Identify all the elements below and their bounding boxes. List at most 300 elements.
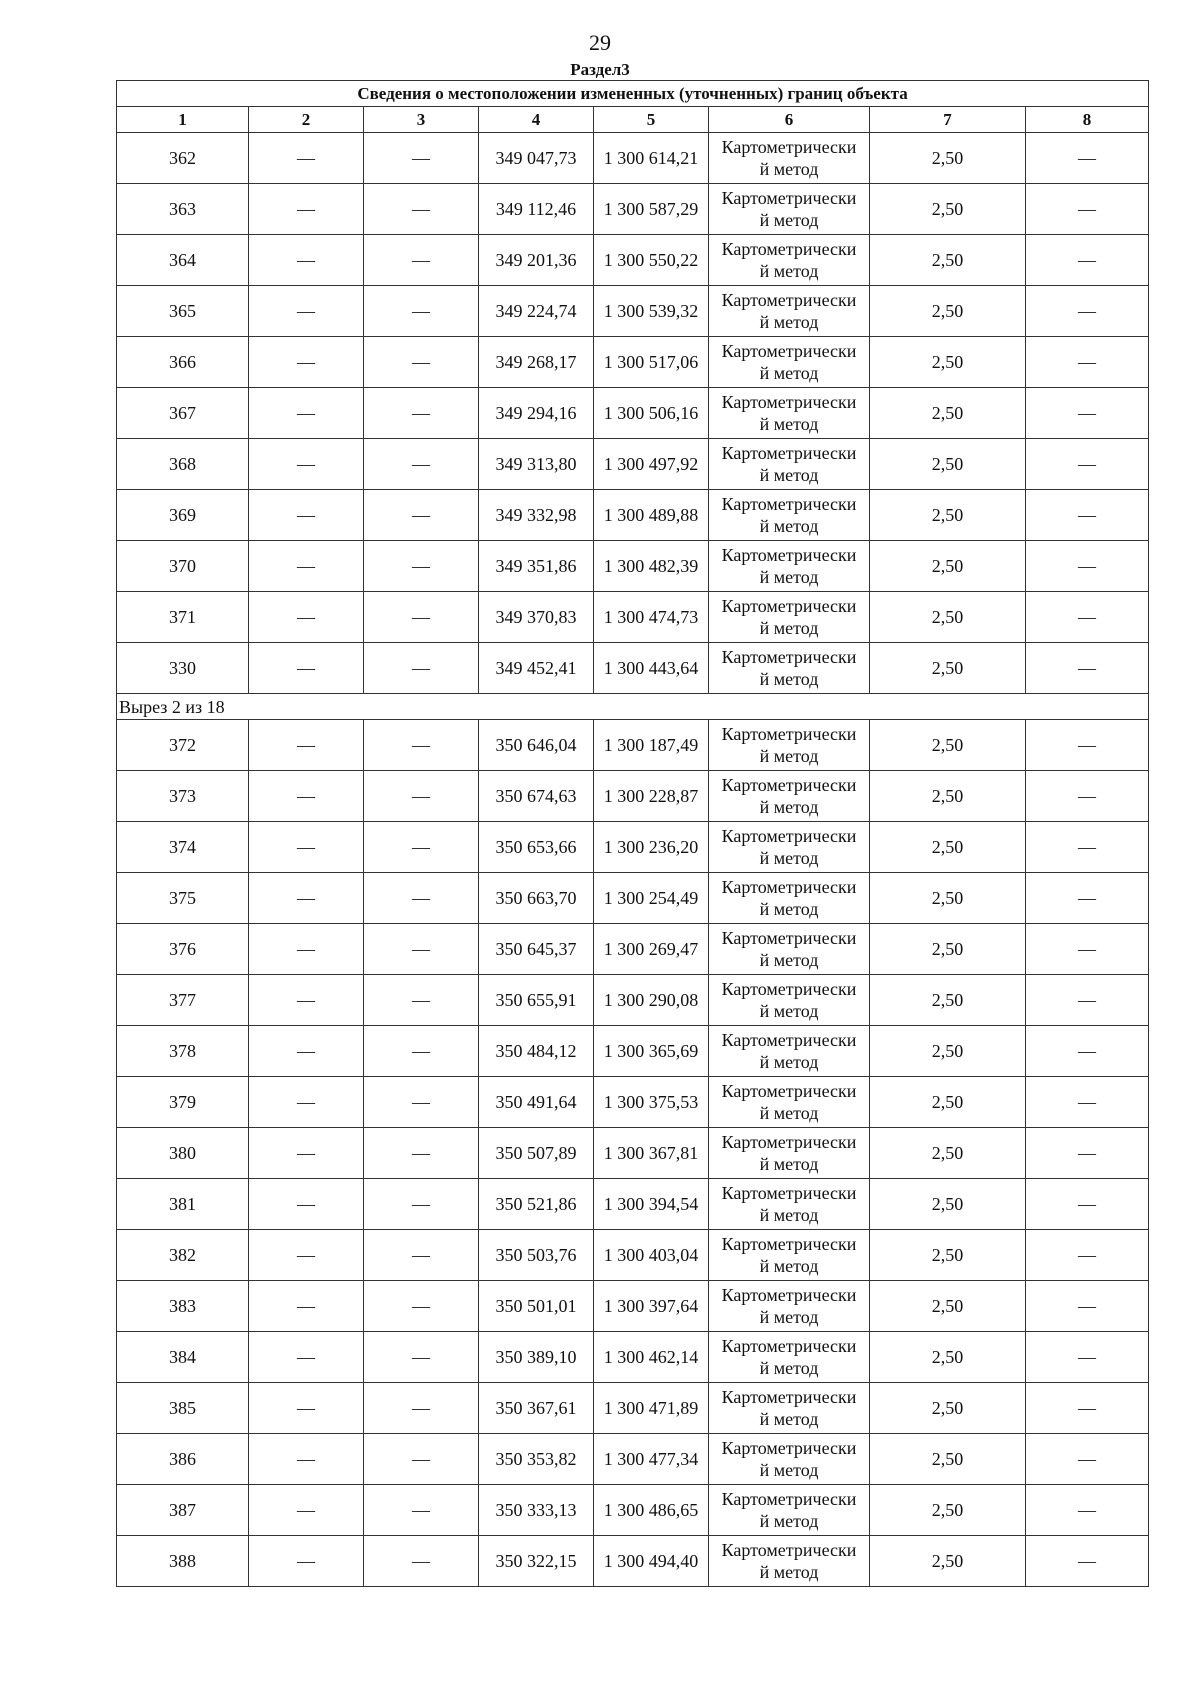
empty-dash: — bbox=[249, 490, 364, 541]
empty-dash: — bbox=[364, 1281, 479, 1332]
empty-dash: — bbox=[249, 1128, 364, 1179]
accuracy: 2,50 bbox=[870, 975, 1026, 1026]
empty-dash: — bbox=[364, 975, 479, 1026]
accuracy: 2,50 bbox=[870, 720, 1026, 771]
accuracy: 2,50 bbox=[870, 490, 1026, 541]
empty-dash: — bbox=[364, 1383, 479, 1434]
point-number: 385 bbox=[117, 1383, 249, 1434]
table-row bbox=[117, 975, 1149, 1026]
empty-dash: — bbox=[249, 643, 364, 694]
accuracy: 2,50 bbox=[870, 822, 1026, 873]
method-line-1: Картометрически bbox=[721, 494, 857, 514]
method-cell bbox=[709, 184, 870, 235]
empty-dash: — bbox=[1026, 873, 1149, 924]
empty-dash: — bbox=[249, 771, 364, 822]
method-line-2: й метод bbox=[759, 746, 819, 766]
method-line-1: Картометрически bbox=[721, 1336, 857, 1356]
accuracy: 2,50 bbox=[870, 1383, 1026, 1434]
empty-dash: — bbox=[249, 388, 364, 439]
method-cell bbox=[709, 1230, 870, 1281]
coord-x: 350 367,61 bbox=[479, 1383, 594, 1434]
empty-dash: — bbox=[249, 1485, 364, 1536]
coord-y: 1 300 254,49 bbox=[594, 873, 709, 924]
empty-dash: — bbox=[364, 771, 479, 822]
method-line-1: Картометрически bbox=[721, 443, 857, 463]
table-row bbox=[117, 337, 1149, 388]
accuracy: 2,50 bbox=[870, 592, 1026, 643]
method-cell bbox=[709, 822, 870, 873]
accuracy: 2,50 bbox=[870, 439, 1026, 490]
point-number: 367 bbox=[117, 388, 249, 439]
method-cell bbox=[709, 235, 870, 286]
point-number: 373 bbox=[117, 771, 249, 822]
coord-x: 350 521,86 bbox=[479, 1179, 594, 1230]
empty-dash: — bbox=[1026, 1383, 1149, 1434]
coord-y: 1 300 290,08 bbox=[594, 975, 709, 1026]
method-cell bbox=[709, 924, 870, 975]
accuracy: 2,50 bbox=[870, 1434, 1026, 1485]
empty-dash: — bbox=[1026, 1485, 1149, 1536]
method-line-2: й метод bbox=[759, 848, 819, 868]
empty-dash: — bbox=[364, 541, 479, 592]
table-row bbox=[117, 1485, 1149, 1536]
empty-dash: — bbox=[364, 1536, 479, 1587]
method-line-1: Картометрически bbox=[721, 1285, 857, 1305]
point-number: 387 bbox=[117, 1485, 249, 1536]
method-line-2: й метод bbox=[759, 1256, 819, 1276]
coord-x: 349 370,83 bbox=[479, 592, 594, 643]
coord-x: 349 268,17 bbox=[479, 337, 594, 388]
empty-dash: — bbox=[249, 235, 364, 286]
empty-dash: — bbox=[249, 541, 364, 592]
point-number: 364 bbox=[117, 235, 249, 286]
method-cell bbox=[709, 1485, 870, 1536]
table-row bbox=[117, 643, 1149, 694]
table-row bbox=[117, 439, 1149, 490]
coord-y: 1 300 614,21 bbox=[594, 133, 709, 184]
method-line-2: й метод bbox=[759, 618, 819, 638]
coord-x: 350 389,10 bbox=[479, 1332, 594, 1383]
empty-dash: — bbox=[1026, 337, 1149, 388]
accuracy: 2,50 bbox=[870, 184, 1026, 235]
table-row bbox=[117, 592, 1149, 643]
empty-dash: — bbox=[249, 1434, 364, 1485]
point-number: 382 bbox=[117, 1230, 249, 1281]
empty-dash: — bbox=[249, 184, 364, 235]
table-row bbox=[117, 1077, 1149, 1128]
method-cell bbox=[709, 873, 870, 924]
method-line-2: й метод bbox=[759, 1205, 819, 1225]
coord-y: 1 300 443,64 bbox=[594, 643, 709, 694]
point-number: 377 bbox=[117, 975, 249, 1026]
point-number: 379 bbox=[117, 1077, 249, 1128]
table-row bbox=[117, 873, 1149, 924]
column-header: 8 bbox=[1026, 107, 1149, 133]
method-line-2: й метод bbox=[759, 1103, 819, 1123]
accuracy: 2,50 bbox=[870, 643, 1026, 694]
empty-dash: — bbox=[1026, 822, 1149, 873]
accuracy: 2,50 bbox=[870, 1128, 1026, 1179]
column-header: 6 bbox=[709, 107, 870, 133]
empty-dash: — bbox=[1026, 1230, 1149, 1281]
method-cell bbox=[709, 133, 870, 184]
method-line-1: Картометрически bbox=[721, 188, 857, 208]
empty-dash: — bbox=[1026, 286, 1149, 337]
empty-dash: — bbox=[1026, 1332, 1149, 1383]
empty-dash: — bbox=[364, 1026, 479, 1077]
method-line-2: й метод bbox=[759, 1358, 819, 1378]
accuracy: 2,50 bbox=[870, 286, 1026, 337]
accuracy: 2,50 bbox=[870, 1485, 1026, 1536]
empty-dash: — bbox=[249, 1230, 364, 1281]
coord-y: 1 300 375,53 bbox=[594, 1077, 709, 1128]
table-row bbox=[117, 133, 1149, 184]
method-line-2: й метод bbox=[759, 669, 819, 689]
empty-dash: — bbox=[249, 1383, 364, 1434]
coord-y: 1 300 187,49 bbox=[594, 720, 709, 771]
table-body bbox=[117, 81, 1149, 1587]
table-row bbox=[117, 1332, 1149, 1383]
method-line-1: Картометрически bbox=[721, 137, 857, 157]
empty-dash: — bbox=[364, 1230, 479, 1281]
coord-y: 1 300 228,87 bbox=[594, 771, 709, 822]
column-header: 5 bbox=[594, 107, 709, 133]
empty-dash: — bbox=[364, 1332, 479, 1383]
empty-dash: — bbox=[1026, 235, 1149, 286]
empty-dash: — bbox=[1026, 1128, 1149, 1179]
empty-dash: — bbox=[1026, 1281, 1149, 1332]
method-cell bbox=[709, 490, 870, 541]
table-row bbox=[117, 1434, 1149, 1485]
empty-dash: — bbox=[249, 286, 364, 337]
accuracy: 2,50 bbox=[870, 235, 1026, 286]
empty-dash: — bbox=[364, 133, 479, 184]
method-line-1: Картометрически bbox=[721, 1540, 857, 1560]
table-row bbox=[117, 1128, 1149, 1179]
table-row bbox=[117, 771, 1149, 822]
empty-dash: — bbox=[249, 337, 364, 388]
empty-dash: — bbox=[364, 1434, 479, 1485]
accuracy: 2,50 bbox=[870, 388, 1026, 439]
section-label-row bbox=[117, 694, 1149, 720]
method-line-2: й метод bbox=[759, 797, 819, 817]
table-row bbox=[117, 1230, 1149, 1281]
column-header: 7 bbox=[870, 107, 1026, 133]
method-line-2: й метод bbox=[759, 899, 819, 919]
method-cell bbox=[709, 286, 870, 337]
coord-x: 350 646,04 bbox=[479, 720, 594, 771]
method-line-2: й метод bbox=[759, 950, 819, 970]
empty-dash: — bbox=[364, 1485, 479, 1536]
accuracy: 2,50 bbox=[870, 924, 1026, 975]
method-line-2: й метод bbox=[759, 210, 819, 230]
method-cell bbox=[709, 1026, 870, 1077]
coord-y: 1 300 477,34 bbox=[594, 1434, 709, 1485]
table-row bbox=[117, 235, 1149, 286]
method-line-1: Картометрически bbox=[721, 239, 857, 259]
method-cell bbox=[709, 388, 870, 439]
empty-dash: — bbox=[1026, 643, 1149, 694]
coord-x: 350 653,66 bbox=[479, 822, 594, 873]
method-line-1: Картометрически bbox=[721, 1234, 857, 1254]
coord-x: 350 333,13 bbox=[479, 1485, 594, 1536]
method-line-1: Картометрически bbox=[721, 1489, 857, 1509]
method-line-2: й метод bbox=[759, 159, 819, 179]
method-line-2: й метод bbox=[759, 414, 819, 434]
coord-x: 350 674,63 bbox=[479, 771, 594, 822]
point-number: 366 bbox=[117, 337, 249, 388]
accuracy: 2,50 bbox=[870, 133, 1026, 184]
coord-x: 350 491,64 bbox=[479, 1077, 594, 1128]
coord-y: 1 300 482,39 bbox=[594, 541, 709, 592]
accuracy: 2,50 bbox=[870, 541, 1026, 592]
table-row bbox=[117, 924, 1149, 975]
empty-dash: — bbox=[364, 1179, 479, 1230]
empty-dash: — bbox=[364, 337, 479, 388]
method-line-1: Картометрически bbox=[721, 1030, 857, 1050]
coord-x: 349 294,16 bbox=[479, 388, 594, 439]
coord-y: 1 300 471,89 bbox=[594, 1383, 709, 1434]
table-row bbox=[117, 388, 1149, 439]
method-line-1: Картометрически bbox=[721, 341, 857, 361]
empty-dash: — bbox=[1026, 184, 1149, 235]
coord-x: 349 047,73 bbox=[479, 133, 594, 184]
table-caption-row bbox=[117, 81, 1149, 107]
method-line-2: й метод bbox=[759, 1307, 819, 1327]
method-line-1: Картометрически bbox=[721, 545, 857, 565]
point-number: 384 bbox=[117, 1332, 249, 1383]
empty-dash: — bbox=[249, 439, 364, 490]
coord-y: 1 300 474,73 bbox=[594, 592, 709, 643]
accuracy: 2,50 bbox=[870, 1077, 1026, 1128]
point-number: 381 bbox=[117, 1179, 249, 1230]
empty-dash: — bbox=[1026, 592, 1149, 643]
table-row bbox=[117, 822, 1149, 873]
method-line-1: Картометрически bbox=[721, 826, 857, 846]
point-number: 362 bbox=[117, 133, 249, 184]
empty-dash: — bbox=[1026, 1077, 1149, 1128]
section-title: Раздел3 bbox=[570, 60, 630, 79]
method-line-2: й метод bbox=[759, 1001, 819, 1021]
empty-dash: — bbox=[1026, 975, 1149, 1026]
coord-y: 1 300 539,32 bbox=[594, 286, 709, 337]
point-number: 378 bbox=[117, 1026, 249, 1077]
accuracy: 2,50 bbox=[870, 1536, 1026, 1587]
method-line-2: й метод bbox=[759, 1511, 819, 1531]
accuracy: 2,50 bbox=[870, 1179, 1026, 1230]
method-cell bbox=[709, 1077, 870, 1128]
method-cell bbox=[709, 1536, 870, 1587]
method-cell bbox=[709, 541, 870, 592]
method-line-1: Картометрически bbox=[721, 1183, 857, 1203]
coord-y: 1 300 550,22 bbox=[594, 235, 709, 286]
method-line-1: Картометрически bbox=[721, 647, 857, 667]
coord-y: 1 300 517,06 bbox=[594, 337, 709, 388]
method-line-1: Картометрически bbox=[721, 392, 857, 412]
coord-y: 1 300 497,92 bbox=[594, 439, 709, 490]
method-line-2: й метод bbox=[759, 1562, 819, 1582]
table-row bbox=[117, 1026, 1149, 1077]
accuracy: 2,50 bbox=[870, 337, 1026, 388]
coord-y: 1 300 397,64 bbox=[594, 1281, 709, 1332]
method-cell bbox=[709, 592, 870, 643]
empty-dash: — bbox=[1026, 388, 1149, 439]
coord-x: 349 313,80 bbox=[479, 439, 594, 490]
point-number: 363 bbox=[117, 184, 249, 235]
column-header: 4 bbox=[479, 107, 594, 133]
coord-y: 1 300 506,16 bbox=[594, 388, 709, 439]
method-line-1: Картометрически bbox=[721, 979, 857, 999]
coord-x: 349 452,41 bbox=[479, 643, 594, 694]
coord-y: 1 300 486,65 bbox=[594, 1485, 709, 1536]
coord-y: 1 300 587,29 bbox=[594, 184, 709, 235]
table-row bbox=[117, 184, 1149, 235]
empty-dash: — bbox=[249, 873, 364, 924]
method-line-2: й метод bbox=[759, 567, 819, 587]
coord-x: 349 332,98 bbox=[479, 490, 594, 541]
column-header: 1 bbox=[117, 107, 249, 133]
accuracy: 2,50 bbox=[870, 1026, 1026, 1077]
empty-dash: — bbox=[249, 1026, 364, 1077]
accuracy: 2,50 bbox=[870, 873, 1026, 924]
method-line-1: Картометрически bbox=[721, 1438, 857, 1458]
empty-dash: — bbox=[364, 873, 479, 924]
empty-dash: — bbox=[1026, 1536, 1149, 1587]
empty-dash: — bbox=[249, 924, 364, 975]
empty-dash: — bbox=[249, 133, 364, 184]
empty-dash: — bbox=[1026, 1179, 1149, 1230]
coord-x: 350 353,82 bbox=[479, 1434, 594, 1485]
point-number: 375 bbox=[117, 873, 249, 924]
point-number: 388 bbox=[117, 1536, 249, 1587]
method-line-1: Картометрически bbox=[721, 1132, 857, 1152]
empty-dash: — bbox=[249, 592, 364, 643]
method-line-1: Картометрически bbox=[721, 596, 857, 616]
coordinates-table bbox=[116, 80, 1149, 1587]
method-line-2: й метод bbox=[759, 312, 819, 332]
point-number: 386 bbox=[117, 1434, 249, 1485]
point-number: 365 bbox=[117, 286, 249, 337]
empty-dash: — bbox=[1026, 771, 1149, 822]
empty-dash: — bbox=[249, 720, 364, 771]
page-number: 29 bbox=[589, 30, 611, 55]
coord-x: 350 507,89 bbox=[479, 1128, 594, 1179]
method-line-1: Картометрически bbox=[721, 724, 857, 744]
column-header: 3 bbox=[364, 107, 479, 133]
coord-y: 1 300 494,40 bbox=[594, 1536, 709, 1587]
method-line-2: й метод bbox=[759, 1460, 819, 1480]
coord-y: 1 300 403,04 bbox=[594, 1230, 709, 1281]
point-number: 374 bbox=[117, 822, 249, 873]
section-label: Вырез 2 из 18 bbox=[117, 694, 1149, 720]
coord-y: 1 300 489,88 bbox=[594, 490, 709, 541]
method-line-1: Картометрически bbox=[721, 1081, 857, 1101]
method-line-1: Картометрически bbox=[721, 877, 857, 897]
method-line-1: Картометрически bbox=[721, 928, 857, 948]
empty-dash: — bbox=[364, 439, 479, 490]
empty-dash: — bbox=[364, 822, 479, 873]
point-number: 368 bbox=[117, 439, 249, 490]
coord-x: 350 484,12 bbox=[479, 1026, 594, 1077]
empty-dash: — bbox=[249, 822, 364, 873]
method-line-2: й метод bbox=[759, 1409, 819, 1429]
header-row bbox=[117, 107, 1149, 133]
method-cell bbox=[709, 1179, 870, 1230]
coord-y: 1 300 462,14 bbox=[594, 1332, 709, 1383]
coord-x: 349 351,86 bbox=[479, 541, 594, 592]
point-number: 380 bbox=[117, 1128, 249, 1179]
point-number: 330 bbox=[117, 643, 249, 694]
point-number: 372 bbox=[117, 720, 249, 771]
coord-x: 350 501,01 bbox=[479, 1281, 594, 1332]
method-line-2: й метод bbox=[759, 1052, 819, 1072]
empty-dash: — bbox=[1026, 1026, 1149, 1077]
table-row bbox=[117, 1536, 1149, 1587]
method-cell bbox=[709, 1128, 870, 1179]
column-header: 2 bbox=[249, 107, 364, 133]
method-line-1: Картометрически bbox=[721, 290, 857, 310]
method-line-1: Картометрически bbox=[721, 775, 857, 795]
empty-dash: — bbox=[364, 235, 479, 286]
method-cell bbox=[709, 439, 870, 490]
empty-dash: — bbox=[1026, 541, 1149, 592]
coord-y: 1 300 365,69 bbox=[594, 1026, 709, 1077]
method-cell bbox=[709, 975, 870, 1026]
point-number: 370 bbox=[117, 541, 249, 592]
point-number: 369 bbox=[117, 490, 249, 541]
method-cell bbox=[709, 1383, 870, 1434]
empty-dash: — bbox=[364, 643, 479, 694]
empty-dash: — bbox=[1026, 490, 1149, 541]
accuracy: 2,50 bbox=[870, 1281, 1026, 1332]
coord-y: 1 300 236,20 bbox=[594, 822, 709, 873]
accuracy: 2,50 bbox=[870, 1332, 1026, 1383]
empty-dash: — bbox=[1026, 924, 1149, 975]
method-cell bbox=[709, 337, 870, 388]
method-line-2: й метод bbox=[759, 363, 819, 383]
coord-x: 349 201,36 bbox=[479, 235, 594, 286]
empty-dash: — bbox=[1026, 439, 1149, 490]
empty-dash: — bbox=[249, 1281, 364, 1332]
empty-dash: — bbox=[249, 975, 364, 1026]
empty-dash: — bbox=[249, 1332, 364, 1383]
coord-x: 350 322,15 bbox=[479, 1536, 594, 1587]
method-cell bbox=[709, 1281, 870, 1332]
empty-dash: — bbox=[1026, 720, 1149, 771]
empty-dash: — bbox=[364, 720, 479, 771]
empty-dash: — bbox=[364, 388, 479, 439]
method-cell bbox=[709, 1434, 870, 1485]
empty-dash: — bbox=[249, 1179, 364, 1230]
empty-dash: — bbox=[364, 592, 479, 643]
coord-x: 350 503,76 bbox=[479, 1230, 594, 1281]
empty-dash: — bbox=[249, 1077, 364, 1128]
table-row bbox=[117, 1179, 1149, 1230]
method-line-2: й метод bbox=[759, 465, 819, 485]
empty-dash: — bbox=[364, 286, 479, 337]
method-line-2: й метод bbox=[759, 516, 819, 536]
accuracy: 2,50 bbox=[870, 1230, 1026, 1281]
empty-dash: — bbox=[1026, 1434, 1149, 1485]
method-line-1: Картометрически bbox=[721, 1387, 857, 1407]
table-row bbox=[117, 286, 1149, 337]
point-number: 371 bbox=[117, 592, 249, 643]
table-row bbox=[117, 490, 1149, 541]
empty-dash: — bbox=[249, 1536, 364, 1587]
table-caption: Сведения о местоположении измененных (уточненных) границ объекта bbox=[117, 81, 1149, 107]
method-line-2: й метод bbox=[759, 261, 819, 281]
accuracy: 2,50 bbox=[870, 771, 1026, 822]
